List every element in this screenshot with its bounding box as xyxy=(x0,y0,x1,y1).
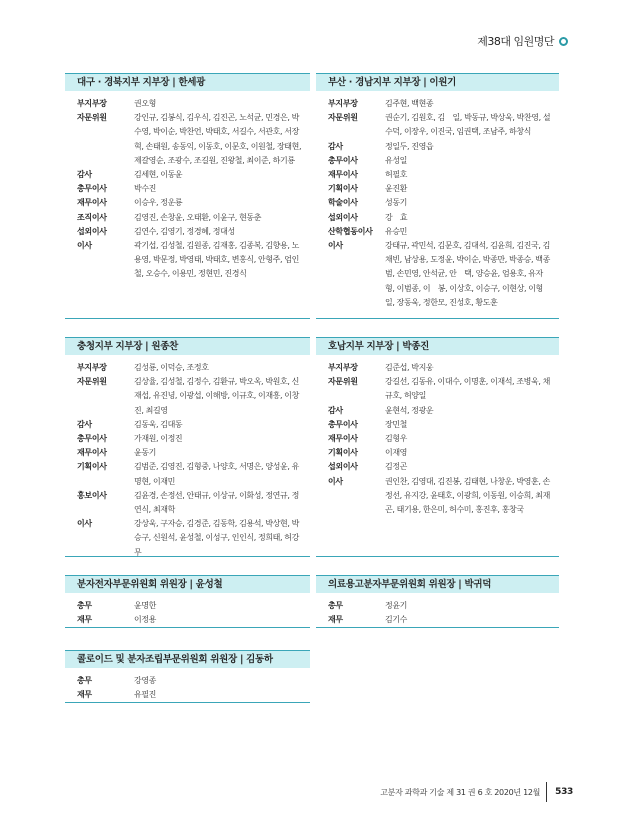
role-label: 이사 xyxy=(328,476,343,486)
member-names: 박수진 xyxy=(134,184,156,194)
section-title: 콜로이드 및 분자조립부문위원회 위원장 | 김동하 xyxy=(65,650,310,668)
member-names: 김연수, 김영기, 정경혜, 정대성 xyxy=(134,226,235,236)
officer-row xyxy=(77,446,310,460)
officer-row xyxy=(328,446,559,460)
officer-row xyxy=(328,361,559,375)
section-rows xyxy=(65,91,310,288)
member-names: 장민철 xyxy=(385,419,407,429)
member-names: 유성일 xyxy=(385,155,407,165)
member-names: 허필호 xyxy=(385,170,407,180)
role-label: 재무이사 xyxy=(328,434,358,444)
officer-row xyxy=(77,196,310,210)
role-label: 감사 xyxy=(77,170,92,180)
officer-row xyxy=(328,613,559,627)
role-label: 자문위원 xyxy=(328,113,358,123)
role-label: 기획이사 xyxy=(77,462,107,472)
role-label: 부지부장 xyxy=(328,363,358,372)
role-label: 자문위원 xyxy=(77,113,107,123)
member-names: 권오형 xyxy=(134,99,156,108)
member-names: 정윤기 xyxy=(385,601,407,610)
officer-row xyxy=(328,140,559,154)
officer-row xyxy=(328,418,559,432)
role-label: 총무이사 xyxy=(328,419,358,429)
member-names: 김세현, 이동윤 xyxy=(134,170,183,180)
section-title: 호남지부 지부장 | 박종진 xyxy=(316,337,559,355)
section-rows xyxy=(65,668,310,708)
officer-row xyxy=(77,97,310,111)
section-title: 의료용고분자부문위원회 위원장 | 박귀덕 xyxy=(316,575,559,593)
section-medical-polymer xyxy=(316,575,559,628)
officer-row xyxy=(77,674,310,688)
member-names: 김준섭, 박지웅 xyxy=(385,363,434,372)
role-label: 총무이사 xyxy=(328,155,358,165)
section-title: 충청지부 지부장 | 원종찬 xyxy=(65,337,310,355)
role-label: 총무 xyxy=(77,601,92,610)
officer-row xyxy=(77,375,310,418)
officer-row xyxy=(77,111,310,168)
section-title: 분자전자부문위원회 위원장 | 윤성철 xyxy=(65,575,310,593)
officer-row xyxy=(77,211,310,225)
member-names: 김동욱, 김대동 xyxy=(134,419,183,429)
page-header xyxy=(477,33,568,49)
role-label: 기획이사 xyxy=(328,448,358,458)
member-names: 유필진 xyxy=(134,690,156,700)
role-label: 이사 xyxy=(77,519,92,529)
member-names: 김정곤 xyxy=(385,462,407,472)
role-label: 감사 xyxy=(328,141,343,151)
member-names: 가재원, 이정진 xyxy=(134,434,183,444)
role-label: 섭외이사 xyxy=(77,226,107,236)
officer-row xyxy=(77,432,310,446)
member-names: 강인규, 김봉식, 김우식, 김진곤, 노석균, 민경은, 박수영, 박이순, 박찬언, 박태호, 서길수, 서관호, 서장혁, 손태원, 송동익, 이동호, 이문호, 이원철, 장태현, 제갈영순, 조광수, 조길원, 진왕철, 최이준, 하기룡 xyxy=(134,113,302,165)
member-names: 이재영 xyxy=(385,448,407,458)
member-names: 곽기섭, 김성철, 김원종, 김재홍, 김종복, 김향용, 노용영, 박문정, 박영태, 박태호, 변홍식, 안형주, 엄인철, 오승수, 이용민, 정현민, 진경식 xyxy=(134,241,299,279)
member-names: 윤동기 xyxy=(134,448,156,458)
officer-row xyxy=(77,688,310,702)
role-label: 재무이사 xyxy=(77,198,107,208)
member-names: 이정용 xyxy=(134,615,156,625)
officer-row xyxy=(77,182,310,196)
section-rows xyxy=(316,355,559,523)
role-label: 재무 xyxy=(77,615,92,625)
member-names: 윤현석, 정광운 xyxy=(385,405,434,415)
role-label: 조직이사 xyxy=(77,212,107,222)
member-names: 강상욱, 구자승, 김경준, 김동학, 김용석, 박상현, 박승구, 신원석, 윤성철, 이성구, 인인식, 정희태, 허강무 xyxy=(134,519,299,557)
role-label: 총무이사 xyxy=(77,434,107,444)
member-names: 권인찬, 김영대, 김진봉, 김태현, 나창운, 박영훈, 손정선, 유지강, 윤태호, 이광희, 이동원, 이승희, 최재곤, 태기용, 한은미, 허수미, 홍진후, 홍창국 xyxy=(385,476,550,515)
officer-row xyxy=(328,211,559,225)
role-label: 기획이사 xyxy=(328,184,358,194)
section-colloid xyxy=(65,650,310,703)
section-chungcheong xyxy=(65,337,310,557)
officer-row xyxy=(328,475,559,518)
officer-row xyxy=(77,489,310,517)
page-footer xyxy=(380,782,573,802)
member-names: 강태규, 곽민석, 김문호, 김대석, 김윤희, 김진국, 김채빈, 남상용, 도정윤, 박이순, 박종만, 박종승, 백종범, 손민영, 안석균, 안 택, 양승윤, 엄용호, 유자형, 이범종, 이 봉, 이상호, 이승구, 이현상, 이형일, 장동욱, 정한모, 진성호, 황도훈 xyxy=(385,241,550,307)
member-names: 유승민 xyxy=(385,226,407,236)
role-label: 재무 xyxy=(77,690,92,700)
section-title: 대구 · 경북지부 지부장 | 한세광 xyxy=(65,73,310,91)
member-names: 김형우 xyxy=(385,434,407,444)
page-number: 533 xyxy=(555,787,573,797)
member-names: 강 효 xyxy=(385,212,408,222)
member-names: 김윤경, 손정선, 안태규, 이상규, 이화성, 정연규, 정연식, 최재학 xyxy=(134,490,299,515)
role-label: 부지부장 xyxy=(77,99,107,108)
section-honam xyxy=(316,337,559,557)
officer-row xyxy=(77,517,310,560)
officer-row xyxy=(328,432,559,446)
officer-row xyxy=(77,361,310,375)
circle-bullet-icon xyxy=(559,37,568,46)
role-label: 자문위원 xyxy=(328,377,358,387)
officer-row xyxy=(77,613,310,627)
role-label: 총무 xyxy=(328,601,343,610)
officer-row xyxy=(328,375,559,403)
role-label: 재무 xyxy=(328,615,343,625)
member-names: 김주현, 백현종 xyxy=(385,99,434,108)
role-label: 섭외이사 xyxy=(328,212,358,222)
member-names: 성동기 xyxy=(385,198,407,208)
role-label: 이사 xyxy=(77,241,92,251)
section-rows xyxy=(316,91,559,316)
role-label: 재무이사 xyxy=(328,170,358,180)
member-names: 윤진환 xyxy=(385,184,407,194)
footer-divider xyxy=(546,782,547,802)
role-label: 총무이사 xyxy=(77,184,107,194)
page-header-title: 제38대 임원명단 xyxy=(477,35,554,48)
officer-row xyxy=(328,168,559,182)
role-label: 감사 xyxy=(77,419,92,429)
officer-row xyxy=(328,182,559,196)
officer-row xyxy=(328,97,559,111)
member-names: 김상율, 김성철, 김정수, 김환규, 박오옥, 박원호, 신재섭, 유진녕, 이광섭, 이해방, 이규호, 이재흥, 이창진, 최길영 xyxy=(134,377,299,415)
role-label: 학술이사 xyxy=(328,198,358,208)
journal-info: 고분자 과학과 기술 제 31 권 6 호 2020년 12월 xyxy=(380,787,541,797)
section-molecular-electronics xyxy=(65,575,310,628)
officer-row xyxy=(77,418,310,432)
section-busan xyxy=(316,73,559,319)
role-label: 총무 xyxy=(77,676,92,685)
officer-row xyxy=(328,460,559,474)
role-label: 자문위원 xyxy=(77,377,107,387)
role-label: 섭외이사 xyxy=(328,462,358,472)
officer-row xyxy=(77,239,310,282)
role-label: 홍보이사 xyxy=(77,490,107,500)
section-daegu xyxy=(65,73,310,319)
officer-row xyxy=(328,599,559,613)
role-label: 산학협동이사 xyxy=(328,226,373,236)
officer-row xyxy=(328,154,559,168)
role-label: 이사 xyxy=(328,241,343,251)
section-rows xyxy=(316,593,559,633)
officer-row xyxy=(77,168,310,182)
officer-row xyxy=(77,225,310,239)
member-names: 김기수 xyxy=(385,615,407,625)
officer-row xyxy=(328,196,559,210)
officer-row xyxy=(328,111,559,139)
member-names: 강길선, 김동유, 이대수, 이명훈, 이재석, 조병욱, 채규호, 허양일 xyxy=(385,377,550,401)
member-names: 강영종 xyxy=(134,676,156,685)
officer-row xyxy=(77,460,310,488)
member-names: 김범준, 김영진, 김형중, 나양호, 서명은, 양성윤, 유명현, 이재민 xyxy=(134,462,299,486)
officer-row xyxy=(328,404,559,418)
member-names: 김성룡, 이덕승, 조정호 xyxy=(134,363,209,372)
role-label: 부지부장 xyxy=(77,363,107,372)
section-rows xyxy=(65,593,310,633)
member-names: 권순기, 김원호, 김 일, 박동규, 박상욱, 박찬영, 설수덕, 이장우, 이진국, 임권택, 조남주, 하창식 xyxy=(385,113,551,137)
officer-row xyxy=(328,225,559,239)
member-names: 윤명한 xyxy=(134,601,156,610)
officer-row xyxy=(77,599,310,613)
role-label: 부지부장 xyxy=(328,99,358,108)
member-names: 김영진, 손창윤, 오태환, 이윤구, 현동춘 xyxy=(134,212,262,222)
section-rows xyxy=(65,355,310,566)
officer-row xyxy=(328,239,559,310)
member-names: 정일두, 진영읍 xyxy=(385,141,434,151)
member-names: 이승우, 정운룡 xyxy=(134,198,183,208)
section-title: 부산 · 경남지부 지부장 | 이원기 xyxy=(316,73,559,91)
role-label: 재무이사 xyxy=(77,448,107,458)
role-label: 감사 xyxy=(328,405,343,415)
